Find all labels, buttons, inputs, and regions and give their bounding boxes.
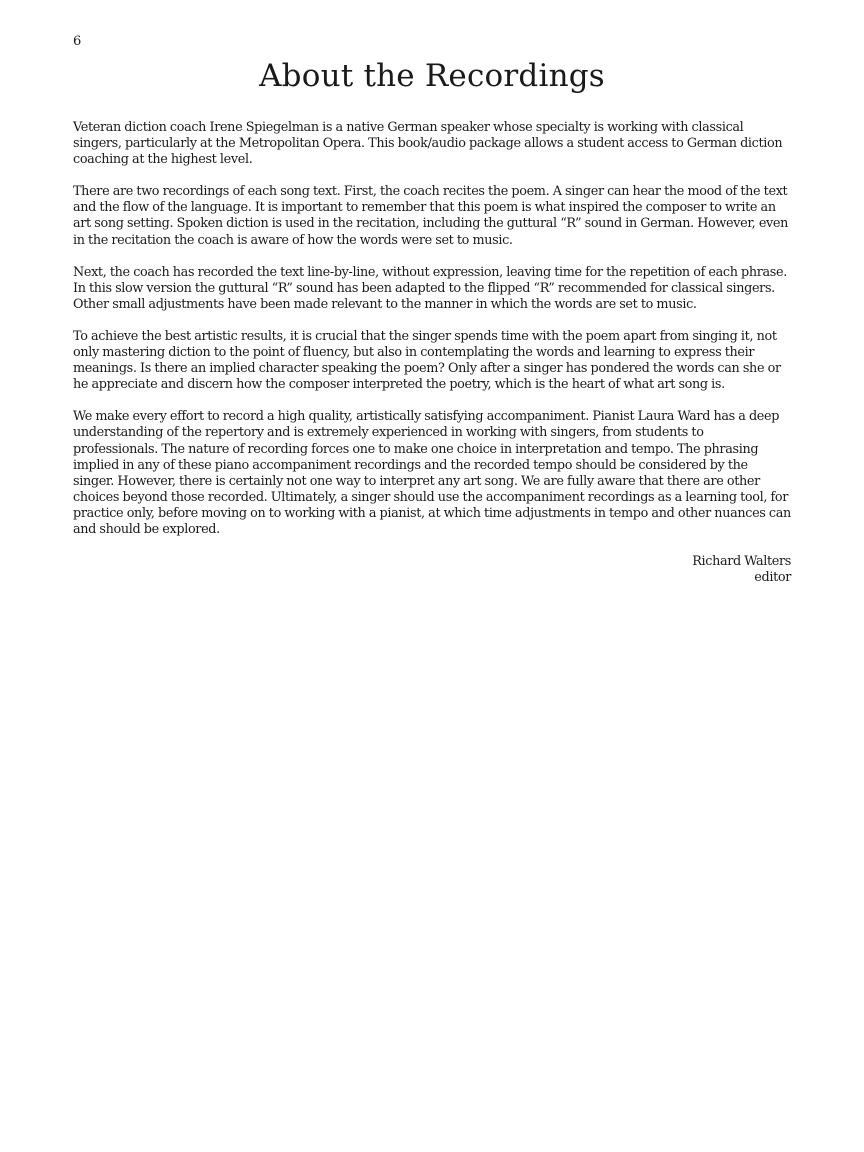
signature [73, 554, 791, 586]
paragraph-recordings: There are two recordings of each song text. First, the coach recites the poem. A singer can hear the mood of the text and the flow of the language. It is important to remember that this poem is what inspired the composer to write an art song setting. Spoken diction is used in the recitation, including the guttural “R” sound in German. However, even in the recitation the coach is aware of how the words were set to music. [73, 184, 789, 248]
paragraph-intro: Veteran diction coach Irene Spiegelman is a native German speaker whose specialty is working with classical singers, particularly at the Metropolitan Opera. This book/audio package allows a student access to German diction coaching at the highest level. [73, 120, 783, 168]
paragraph-line-by-line: Next, the coach has recorded the text line-by-line, without expression, leaving time for the repetition of each phrase. In this slow version the guttural “R” sound has been adapted to the flipped “R” recommended for classical singers. Other small adjustments have been made relevant to the manner in which the words are set to music. [73, 264, 787, 312]
article-body [73, 120, 791, 586]
signature-name: Richard Walters [692, 554, 791, 570]
page-title: About the Recordings [259, 58, 605, 94]
paragraph-artistic-results: To achieve the best artistic results, it is crucial that the singer spends time with the poem apart from singing it, not only mastering diction to the point of fluency, but also in contemplating the words and learning to express their meanings. Is there an implied character speaking the poem? Only after a singer has pondered the words can she or he appreciate and discern how the composer interpreted the poetry, which is the heart of what art song is. [73, 328, 781, 393]
signature-role: editor [754, 570, 791, 586]
paragraph-accompaniment: We make every effort to record a high quality, artistically satisfying accompaniment. Pianist Laura Ward has a deep understanding of the repertory and is extremely experienced in working with singers, from students to professionals. The nature of recording forces one to make one choice in interpretation and tempo. The phrasing implied in any of these piano accompaniment recordings and the recorded tempo should be considered by the singer. However, there is certainly not one way to interpret any art song. We are fully aware that there are other choices beyond those recorded. Ultimately, a singer should use the accompaniment recordings as a learning tool, for practice only, before moving on to working with a pianist, at which time adjustments in tempo and other nuances can and should be explored. [73, 409, 791, 537]
page-number: 6 [73, 34, 82, 49]
